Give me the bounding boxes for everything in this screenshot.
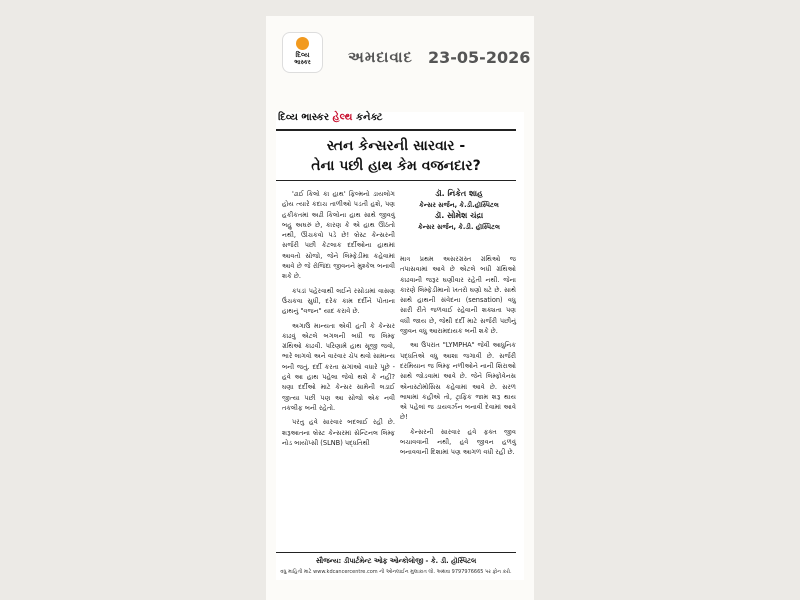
edition-date: 23-05-2026 [428,48,531,67]
headline-line-1: સ્તન કેન્સરની સારવાર - [326,138,466,154]
paragraph: આ ઉપરાંત "LYMPHA" જેવી આધુનિક પદ્ધતિએ વધુ આશા જગાવી છે. સર્જરી દરમિયાન જ લિમ્ફ નળીઓને નાની શિરાઓ સાથે જોડવામાં આવે છે. જેને લિમ્ફોવેનસ એનાસ્ટોમોસિસ કહેવામાં આવે છે. સરળ ભાષામાં કહીએ તો, ટ્રાફિક જામ શરૂ થાય એ પહેલાં જ ડાયવર્ઝન બનાવી દેવામાં આવે છે! [400,341,516,422]
paragraph: કપડાં પહેરવાથી લઈને રસોડામાં વાસણ ઉંચકવા સુધી, દરેક કામ દર્દીને પોતાના હાથનું "વજન" યાદ કરાવે છે. [282,286,395,316]
paragraph: 'ઢાઈ કિલો કા હાથ' ફિલ્મનો ડાયલોગ હોય ત્યારે કદાચ તાળીઓ પડતી હશે, પણ હકીકતમાં અઢી કિલોના હાથ સાથે જીવવું બહુ અઘરું છે, કારણ કે એ હાથ ઊઠતો નથી, ઊંચકવો પડે છે! બ્રેસ્ટ કેન્સરની સર્જરી પછી કેટલાક દર્દીઓના હાથમાં આવતો સોજો, જેને લિમ્ફેડીમા કહેવામાં આવે છે જે રોજિંદા જીવનને મુશ્કેલ બનાવી શકે છે. [282,190,395,281]
doctor-2-role: કેન્સર સર્જન, કે.ડી. હૉસ્પિટલ [417,223,500,231]
logo-line-2: ભાસ્કર [294,59,311,66]
headline [276,136,516,176]
right-column [400,254,516,458]
footer-contact: વધુ માહિતી માટે www.kdcancercentre.com ની ઓનલાઈન મુલાકાત લો. અથવા 9797976665 પર ફોન કરો. [280,569,512,575]
brand-main: દિવ્ય ભાસ્કર [278,112,329,123]
headline-line-2: તેના પછી હાથ કેમ વજનદાર? [311,158,481,174]
logo-line-1: દિવ્ય [295,51,310,59]
paragraph: અગાઉ માન્યતા એવી હતી કે કેન્સર કાઢવું એટલે બગલની બધી જ લિમ્ફ ગ્રંથિઓ કાઢવી. પરિણામે હાથ સૂજી જવો, ભારે લાગવો અને વારંવાર ચેપ થવો સામાન્ય બની જતું. દર્દી કરતા સગાંઓ વધારે પૂછે - હવે આ હાથ પહેલા જેવો થશે કે નહીં? ઘણા દર્દીઓ માટે કેન્સર સામેની લડાઈ જીત્યા પછી પણ આ સોજો એક નવી તકલીફ બની રહેતો. [282,321,395,412]
doctor-1-role: કેન્સર સર્જન, કે.ડી.હૉસ્પિટલ [419,201,499,209]
brand-health: હેલ્થ [332,112,353,123]
section-brand [278,112,383,123]
newspaper-page [266,16,534,600]
paragraph: માત્ર પ્રથમ અસરગ્રસ્ત ગ્રંથિઓ જ તપાસવામાં આવે છે એટલે બધી ગ્રંથિઓ કાઢવાની જરૂર ઘણીવાર રહેતી નથી. જેના કારણે લિમ્ફેડીમાનો ખતરો ઘણો ઘટે છે. સાથે સાથે હાથની સંવેદના (sensation) વધુ સારી રીતે જળવાઈ રહેવાની શક્યતા પણ વધી જાય છે, જેથી દર્દી માટે સર્જરી પછીનું જીવન વધુ આરામદાયક બની શકે છે. [400,255,516,336]
divya-bhaskar-logo [283,33,322,72]
masthead [266,16,534,88]
paragraph: પરંતુ હવે સારવાર બદલાઈ રહી છે. શરૂઆતના બ્રેસ્ટ કેન્સરમાં સેન્ટિનલ લિમ્ફ નોડ બાયોપ્સી (SLNB) પદ્ધતિથી [282,418,395,447]
edition-city: અમદાવાદ [348,48,413,66]
sun-icon [296,37,309,50]
doctor-1-name: ડૉ. નિકેત શાહ [435,189,483,198]
top-rule [276,129,516,131]
doctor-2-name: ડૉ. સોમેશ ચંદ્રા [434,211,484,220]
left-column [282,189,395,448]
courtesy-credit: સૌજન્ય: ડીપાર્ટમેન્ટ ઓફ ઓન્કોલોજી - કે. ડી. હૉસ્પિટલ [315,557,477,565]
article-clipping [276,112,524,580]
credit-rule [276,552,516,553]
byline [400,188,518,232]
headline-rule [276,180,516,181]
brand-connect: કનેક્ટ [355,112,383,123]
paragraph: કેન્સરની સારવાર હવે ફક્ત જીવ બચાવવાની નથી, હવે જીવન હળવું બનાવવાની દિશામાં પણ આગળ વધી રહી છે. [400,427,516,457]
